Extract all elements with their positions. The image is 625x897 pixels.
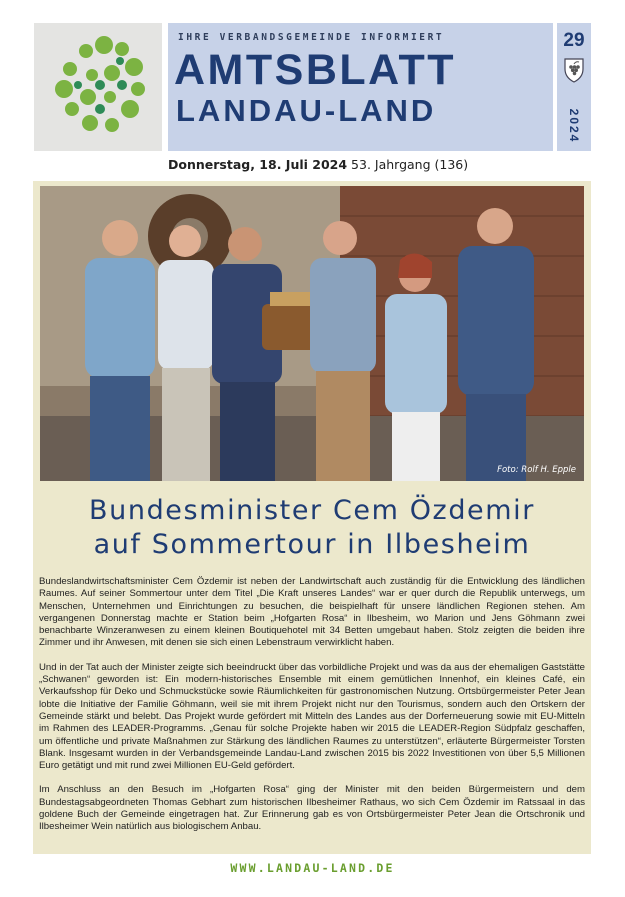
issue-number: 29	[563, 30, 585, 51]
tagline: IHRE VERBANDSGEMEINDE INFORMIERT	[178, 32, 445, 43]
article-body-panel	[33, 569, 591, 854]
logo-panel	[34, 23, 162, 151]
masthead-subtitle: LANDAU-LAND	[176, 93, 437, 128]
photo-credit: Foto: Rolf H. Epple	[497, 465, 576, 475]
masthead	[168, 23, 553, 151]
dateline	[168, 157, 468, 172]
green-dot-circle-logo-icon	[34, 23, 162, 151]
headline-line-1: Bundesminister Cem Özdemir	[89, 495, 535, 526]
website-link[interactable]: WWW.LANDAU-LAND.DE	[230, 861, 395, 875]
issue-year: 2024	[567, 108, 581, 144]
feature-photo	[40, 186, 584, 481]
group-photo-illustration	[40, 186, 584, 481]
article-paragraph: Im Anschluss an den Besuch im „Hofgarten Rosa“ ging der Minister mit den beiden Bürgermeistern und dem Bundestagsabgeordneten Thomas Gebhart zum historischen Ilbesheimer Rathaus, wo sich Cem Özdemir im Ratssaal in das goldene Buch der Gemeinde eingetragen hat. Zur Erinnerung gab es von Ortsbürgermeister Peter Jean die Ortschronik und Ilbesheimer Wein natürlich aus biologischem Anbau.	[39, 784, 585, 833]
grape-coat-of-arms-icon	[563, 57, 585, 83]
headline-line-2: auf Sommertour in Ilbesheim	[93, 529, 531, 560]
issue-date: Donnerstag, 18. Juli 2024	[168, 157, 348, 172]
issue-volume: 53. Jahrgang (136)	[351, 157, 469, 172]
feature-panel	[33, 181, 591, 569]
article-headline	[33, 494, 591, 562]
masthead-title: AMTSBLATT	[174, 46, 457, 94]
article-body	[39, 576, 585, 846]
article-paragraph: Und in der Tat auch der Minister zeigte sich beeindruckt über das vorbildliche Projekt und was da aus der ehemaligen Gaststätte „Schwanen“ geworden ist: Ein modern-historisches Ensemble mit einem gemütlichen Innenhof, ein kleines Café, ein Verkaufsshop für Deko und Schmuckstücke sowie Räumlichkeiten für gastronomischen Nutzung. Ortsbürgermeister Peter Jean lobte die Initiative der Familie Göhmann, weil sie mit ihrem Projekt nicht nur den Tourismus, sondern auch den Ortskern der Gemeinde stärkt und belebt. Das Projekt wurde gefördert mit Mitteln des Landes aus der Dorferneuerung sowie mit EU-Mitteln im Rahmen des LEADER-Programms. „Genau für solche Projekte haben wir 2015 die LEADER-Region Südpfalz geschaffen, um öffentliche und private Maßnahmen zur Stärkung des ländlichen Raumes zu unterstützen“, erläuterte Bürgermeister Torsten Blank. Insgesamt wurden in der Verbandsgemeinde Landau-Land zwischen 2015 bis 2022 Investitionen von über 5,5 Millionen Euro getätigt und mit rund zwei Millionen EU-Geld gefördert.	[39, 661, 585, 772]
issue-panel	[557, 23, 591, 151]
article-paragraph: Bundeslandwirtschaftsminister Cem Özdemir ist neben der Landwirtschaft auch zuständig für die Entwicklung des ländlichen Raumes. Auf seiner Sommertour unter dem Titel „Die Kraft unseres Landes“ war er quer durch die Republik unterwegs, um Menschen, Unternehmen und Einrichtungen zu besuchen, die beispielhaft für unsere ländlichen Regionen stehen. Am vergangenen Donnerstag machte er Station beim „Hofgarten Rosa“ in Ilbesheim, wo Marion und Jens Göhmann zwei benachbarte Winzeranwesen zu einem kleinen Boutiquehotel mit 34 Betten umgebaut haben. Stolz zeigten die beiden ihre Zimmer und ihr Anwesen, mit denen sie sich einen Lebenstraum verwirklicht haben.	[39, 576, 585, 649]
